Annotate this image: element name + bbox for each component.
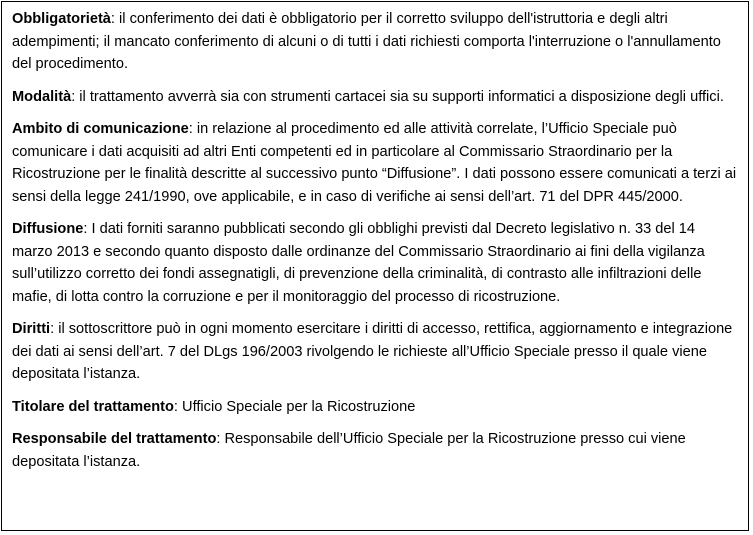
text-diritti: : il sottoscrittore può in ogni momento esercitare i diritti di accesso, rettifica, aggiornamento e integrazione dei dati ai sensi dell’art. 7 del DLgs 196/2003 rivolgendo le richieste all’Ufficio Speciale presso il quale viene depositata l’istanza. (12, 321, 733, 382)
text-diffusione: : I dati forniti saranno pubblicati secondo gli obblighi previsti dal Decreto legislativo n. 33 del 14 marzo 2013 e secondo quanto disposto dalle ordinanze del Commissario Straordinario ai fini della vigilanza sull’utilizzo corretto dei fondi assegnatigli, di prevenzione della criminalità, di contrasto alle infiltrazioni delle mafie, di lotta contro la corruzione e per il monitoraggio del processo di ricostruzione. (12, 221, 705, 305)
paragraph-modalita (12, 86, 738, 109)
text-modalita: : il trattamento avverrà sia con strumenti cartacei sia su supporti informatici a disposizione degli uffici. (71, 88, 724, 105)
text-responsabile: : Responsabile dell’Ufficio Speciale per la Ricostruzione presso cui viene depositata l’istanza. (12, 431, 686, 470)
paragraph-diritti (12, 318, 738, 386)
term-responsabile: Responsabile del trattamento (12, 431, 217, 447)
term-diritti: Diritti (12, 321, 51, 337)
text-obbligatorieta: : il conferimento dei dati è obbligatorio per il corretto sviluppo dell'istruttoria e degli altri adempimenti; il mancato conferimento di alcuni o di tutti i dati richiesti comporta l'interruzione o l'annullamento del procedimento. (12, 11, 721, 72)
paragraph-obbligatorieta (12, 8, 738, 76)
term-titolare: Titolare del trattamento (12, 398, 174, 415)
text-ambito-comunicazione: : in relazione al procedimento ed alle attività correlate, l’Ufficio Speciale può comunicare i dati acquisiti ad altri Enti competenti ed in particolare al Commissario Straordinario per la Ricostruzione per le finalità descritte al successivo punto “Diffusione”. I dati possono essere comunicati a terzi ai sensi della legge 241/1990, ove applicabile, e in caso di verifiche ai sensi dell’art. 71 del DPR 445/2000. (12, 121, 737, 205)
term-diffusione: Diffusione (12, 221, 84, 237)
paragraph-responsabile (12, 428, 738, 473)
term-ambito-comunicazione: Ambito di comunicazione (12, 121, 189, 137)
paragraph-ambito-comunicazione (12, 118, 738, 208)
term-modalita: Modalità (12, 88, 72, 105)
term-obbligatorieta: Obbligatorietà (12, 11, 111, 27)
privacy-notice-box (1, 1, 749, 531)
paragraph-diffusione (12, 218, 738, 308)
paragraph-titolare (12, 396, 738, 419)
text-titolare: : Ufficio Speciale per la Ricostruzione (173, 398, 416, 415)
